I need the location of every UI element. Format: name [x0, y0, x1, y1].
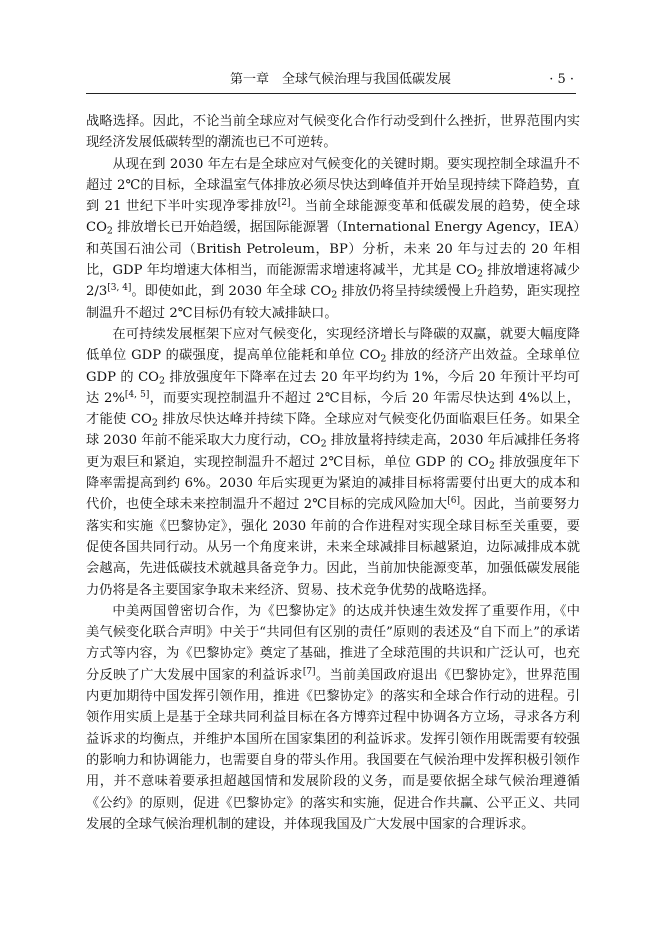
text-run: 。当前美国政府退出《巴黎协定》，世界范围内更加期待中国发挥引领作用，推进《巴黎协定》的落实和全球合作行动的进程。引领作用实质上是基于全球共同利益目标在各方博弈过程中协调各方立场，寻求各方利益诉求的均衡点，并维护本国所在国家集团的利益诉求。发挥引领作用既需要有较强的影响力和协调能力，也需要自身的带头作用。我国要在气候治理中发挥积极引领作用，并不意味着要承担超越国情和发展阶段的义务，而是要依据全球气候治理遵循《公约》的原则，促进《巴黎协定》的落实和实施，促进合作共赢、公平正义、共同发展的全球气候治理机制的建设，并体现我国及广大发展中国家的合理诉求。: [86, 667, 581, 832]
paragraph-sustainable-development: [86, 324, 580, 601]
citation-ref: [3, 4]: [107, 283, 132, 294]
text-run: 排放量将持续走高，2030 年后减排任务将更为艰巨和紧迫，实现控制温升不超过 2℃目标，单位 GDP 的 CO: [86, 433, 580, 470]
subscript: 2: [331, 289, 338, 301]
paragraph-key-period-2030: [86, 154, 580, 324]
paragraph-china-us-cooperation: [86, 601, 580, 835]
text-run: 排放的经济产出效益。全球单位 GDP 的 CO: [86, 348, 580, 385]
paragraph-continuation: [86, 111, 580, 154]
subscript: 2: [476, 268, 483, 280]
header-rule: [86, 93, 576, 94]
page-number: · 5 ·: [549, 72, 574, 87]
citation-ref: [7]: [302, 666, 316, 677]
citation-ref: [4, 5]: [124, 389, 150, 400]
text-run: 。当前全球能源变革和低碳发展的趋势，使全球 CO: [86, 199, 581, 236]
text-run: 排放尽快达峰并持续下降。全球应对气候变化仍面临艰巨任务。如果全球 2030 年前不能采取大力度行动，CO: [86, 412, 580, 449]
text-run: 排放增长已开始趋缓，据国际能源署（International Energy Agency，IEA）和英国石油公司（British Petroleum，BP）分析，未来 20 年与过去的 20 年相比，GDP 年均增速大体相当，而能源需求增速将减半，尤其是 CO: [86, 220, 580, 279]
subscript: 2: [159, 374, 166, 386]
subscript: 2: [151, 417, 158, 429]
text-run: 。即使如此，到 2030 年全球 CO: [131, 284, 332, 300]
chapter-title: 第一章 全球气候治理与我国低碳发展: [230, 72, 452, 87]
text-run: ，而要实现控制温升不超过 2℃目标，今后 20 年需尽快达到 4%以上，才能使 CO: [86, 390, 580, 428]
subscript: 2: [320, 438, 327, 450]
text-run: 。因此，当前要努力落实和实施《巴黎协定》，强化 2030 年前的合作进程对实现全球目标至关重要，要促使各国共同行动。从另一个角度来讲，未来全球减排目标越紧迫，边际减排成本就会越高，先进低碳技术就越具备竞争力。因此，当前加快能源变革，加强低碳发展能力仍将是各主要国家争取未来经济、贸易、技术竞争优势的战略选择。: [86, 497, 580, 598]
running-head: [86, 70, 576, 90]
body-text: [86, 111, 580, 835]
text-run: 在可持续发展框架下应对气候变化，实现经济增长与降碳的双赢，就要大幅度降低单位 GDP 的碳强度，提高单位能耗和单位 CO: [86, 326, 580, 364]
text-run: 排放强度年下降率需提高到约 6%。2030 年后实现更为紧迫的减排目标将需要付出更大的成本和代价，也使全球未来控制温升不超过 2℃目标的完成风险加大: [86, 454, 580, 513]
subscript: 2: [380, 353, 387, 365]
subscript: 2: [106, 225, 113, 237]
citation-ref: [2]: [277, 198, 291, 209]
subscript: 2: [488, 460, 495, 472]
text-run: 排放增速将减少 2/3: [86, 263, 580, 300]
text-run: 中美两国曾密切合作，为《巴黎协定》的达成并快速生效发挥了重要作用，《中美气候变化联合声明》中关于“共同但有区别的责任”原则的表述及“自下而上”的承诺方式等内容，为《巴黎协定》奠定了基础，推进了全球范围的共识和广泛认可，也充分反映了广大发展中国家的利益诉求: [86, 603, 580, 683]
text-run: 排放强度年下降率在过去 20 年平均约为 1%，今后 20 年预计平均可达 2%: [86, 369, 580, 406]
text-run: 排放仍将呈持续缓慢上升趋势，距实现控制温升不超过 2℃目标仍有较大减排缺口。: [86, 284, 580, 321]
text-run: 战略选择。因此，不论当前全球应对气候变化合作行动受到什么挫折，世界范围内实现经济发展低碳转型的潮流也已不可逆转。: [86, 114, 580, 151]
text-run: 从现在到 2030 年左右是全球应对气候变化的关键时期。要实现控制全球温升不超过 2℃的目标，全球温室气体排放必须尽快达到峰值并开始呈现持续下降趋势，直到 21 世纪下半叶实现净零排放: [86, 156, 580, 215]
citation-ref: [6]: [447, 496, 460, 507]
